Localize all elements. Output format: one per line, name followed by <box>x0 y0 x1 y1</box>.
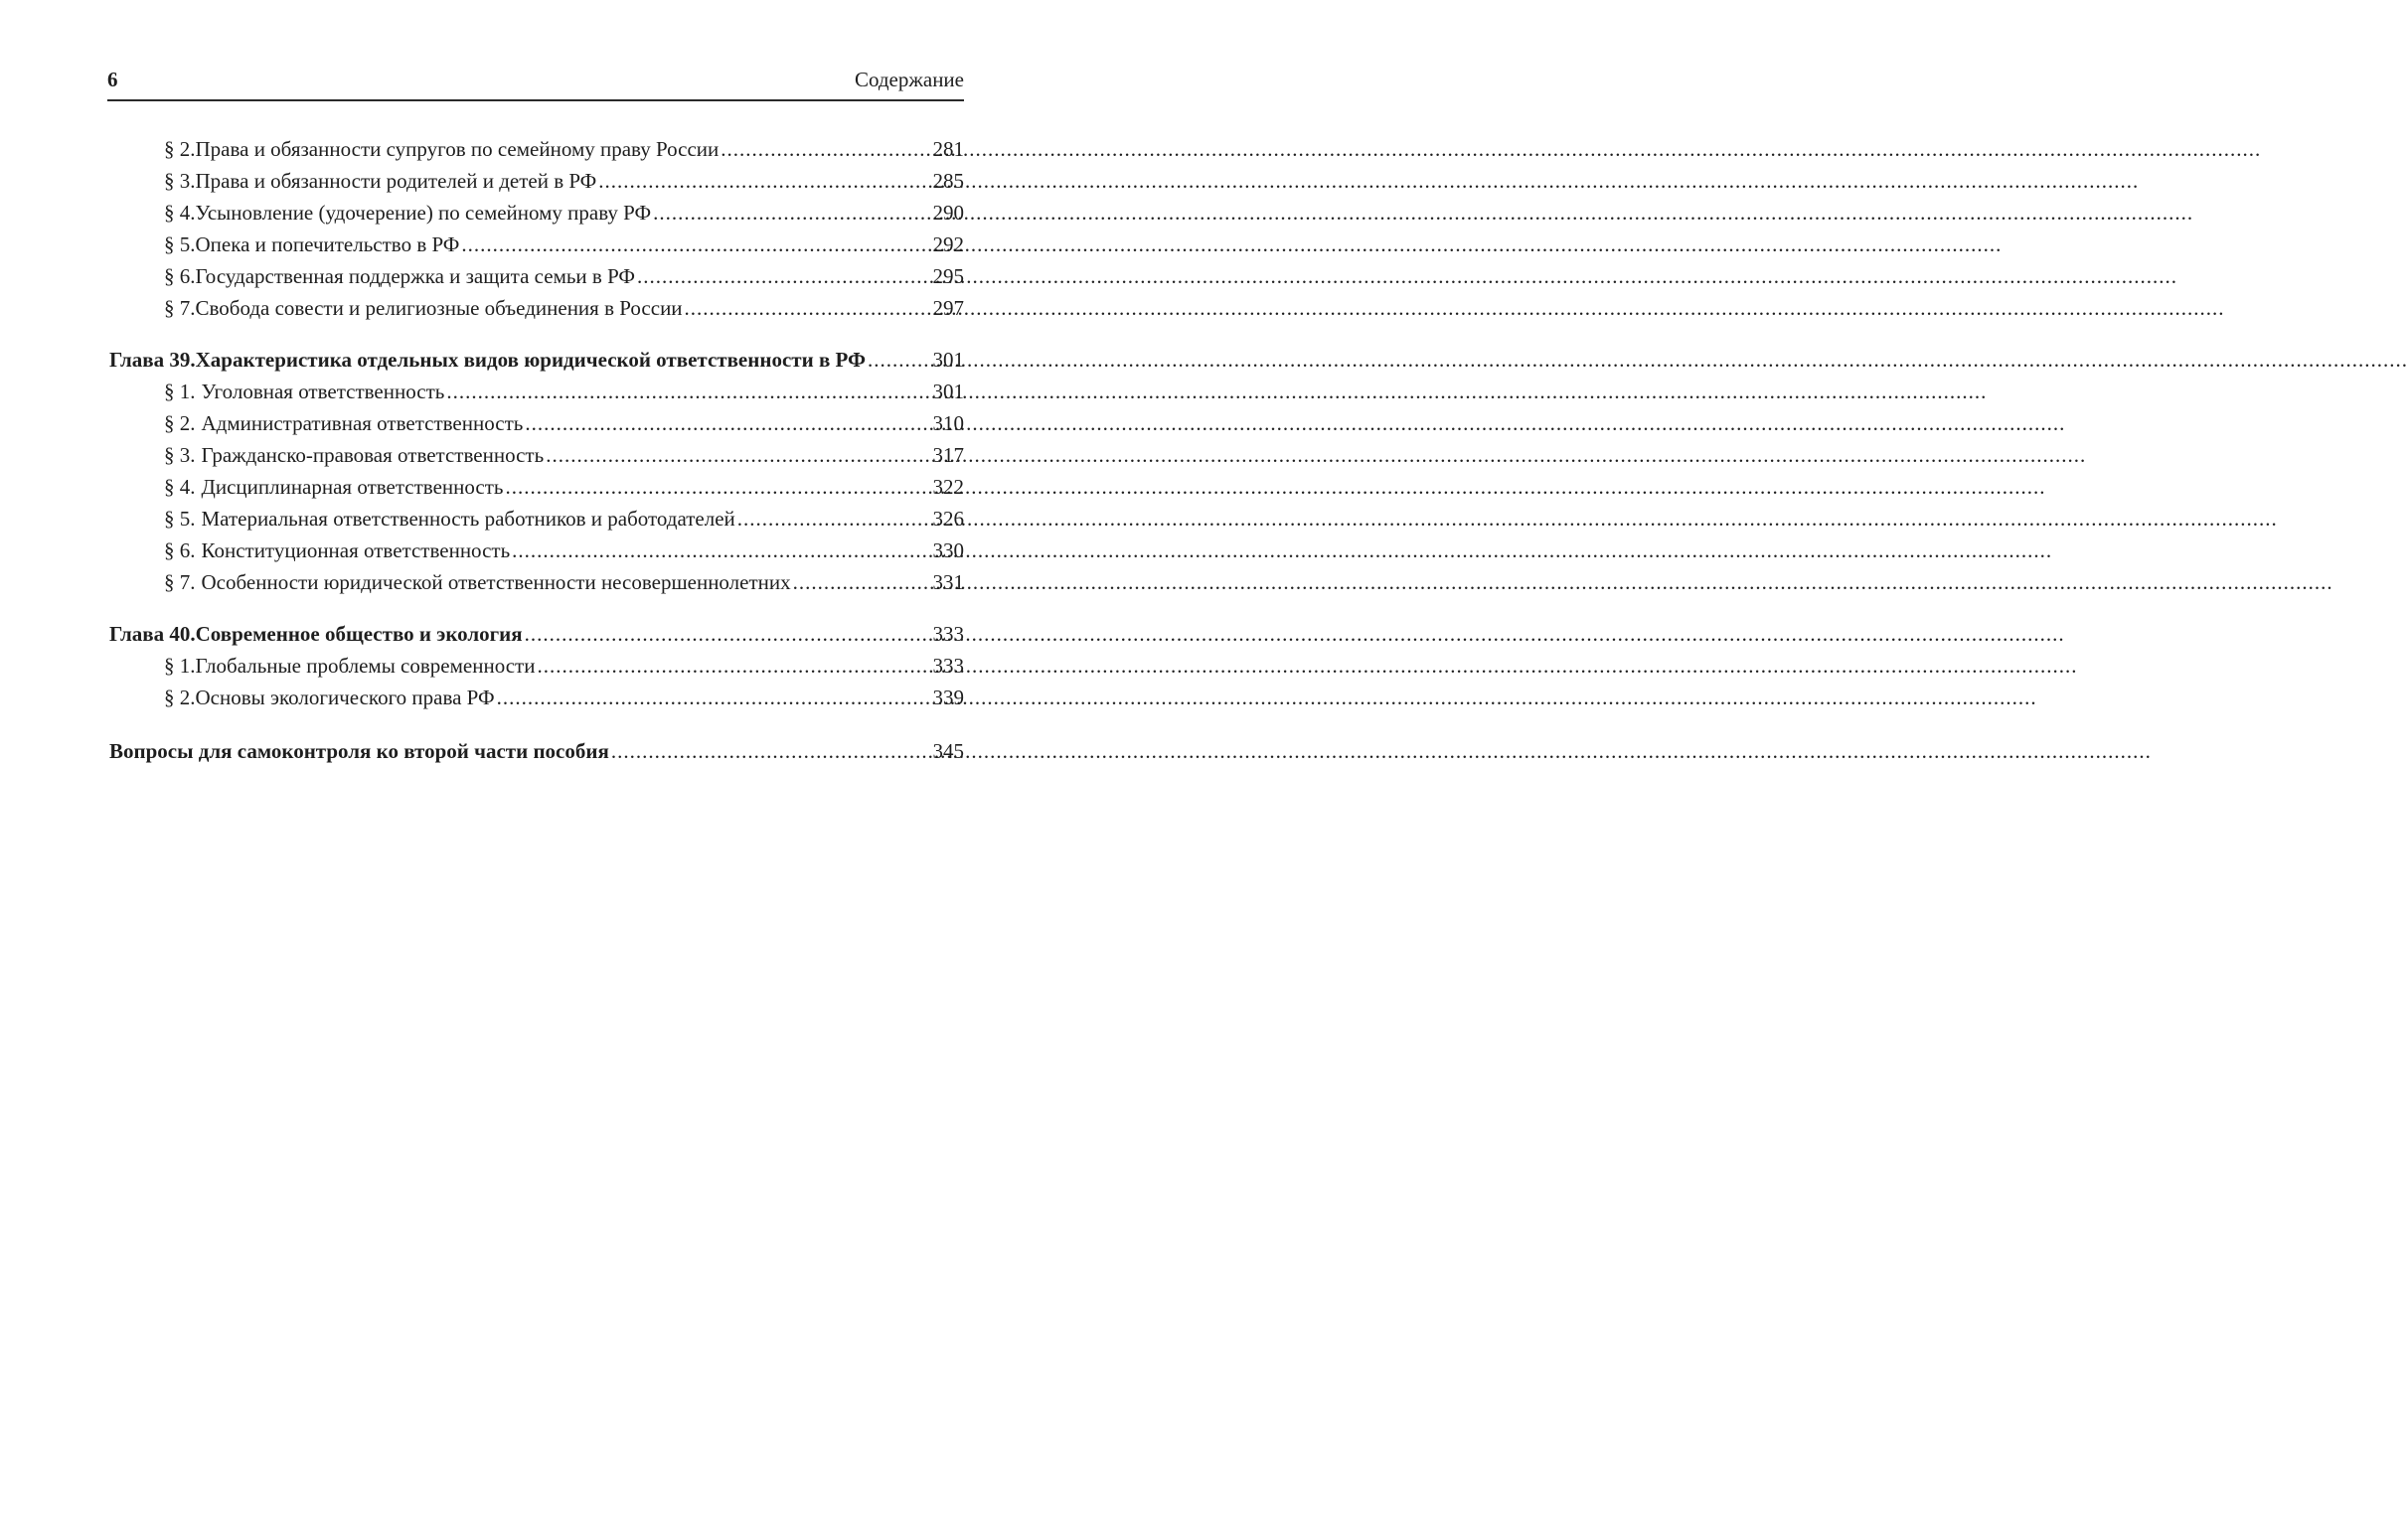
chapter-title: Характеристика отдельных видов юридической ответственности в РФ <box>195 348 867 372</box>
toc-entry <box>109 682 964 713</box>
page-number: 6 <box>107 68 118 91</box>
leader-dots <box>525 407 930 439</box>
toc-entry-title: Опека и попечительство в РФ <box>195 232 460 256</box>
chapter-page: 301 <box>932 348 964 372</box>
toc-entry <box>109 292 964 324</box>
toc-entry-number: § 6. <box>164 264 196 288</box>
toc-entry <box>109 260 964 292</box>
toc-entry-number: § 4. <box>164 201 196 225</box>
toc-entry-title: Административная ответственность <box>201 411 524 435</box>
toc-entry-page: 285 <box>932 169 964 193</box>
chapter-number: Глава 40. <box>109 622 196 646</box>
toc-entry-title: Особенности юридической ответственности несовершеннолетних <box>201 570 791 594</box>
toc-entry-title: Права и обязанности родителей и детей в РФ <box>195 169 597 193</box>
toc-entry <box>109 503 964 535</box>
toc-entry-page: 333 <box>932 654 964 678</box>
leader-dots <box>653 197 930 229</box>
toc-chapter-40 <box>109 618 964 650</box>
table-of-contents <box>109 133 964 767</box>
toc-entry-number: § 5. <box>164 232 196 256</box>
toc-entry <box>109 566 964 598</box>
toc-entry-page: 331 <box>932 570 964 594</box>
toc-entry-page: 292 <box>932 232 964 256</box>
toc-entry-number: § 3. <box>164 443 196 467</box>
toc-entry <box>109 229 964 260</box>
leader-dots <box>611 735 931 767</box>
leader-dots <box>525 618 931 650</box>
toc-entry <box>109 376 964 407</box>
leader-dots <box>721 133 930 165</box>
leader-dots <box>868 344 930 376</box>
chapter-number: Глава 39. <box>109 348 196 372</box>
toc-entry-page: 322 <box>932 475 964 499</box>
leader-dots <box>685 292 931 324</box>
chapter-page: 333 <box>932 622 964 646</box>
running-title: Содержание <box>854 68 964 91</box>
toc-entry-number: § 3. <box>164 169 196 193</box>
spacer <box>109 713 964 735</box>
toc-entry-title: Права и обязанности супругов по семейному праву России <box>195 137 720 161</box>
spacer <box>109 598 964 618</box>
toc-entry <box>109 165 964 197</box>
leader-dots <box>793 566 931 598</box>
toc-entry <box>109 407 964 439</box>
toc-entry <box>109 650 964 682</box>
leader-dots <box>446 376 930 407</box>
questions-page: 345 <box>932 739 964 763</box>
toc-entry-number: § 7. <box>164 296 196 320</box>
toc-entry-page: 281 <box>932 137 964 161</box>
toc-entry <box>109 471 964 503</box>
toc-entry-number: § 5. <box>164 507 196 531</box>
toc-entry-number: § 6. <box>164 538 196 562</box>
toc-entry-title: Уголовная ответственность <box>201 380 445 403</box>
toc-entry-page: 301 <box>932 380 964 403</box>
toc-entry-page: 295 <box>932 264 964 288</box>
toc-entry-page: 339 <box>932 686 964 709</box>
toc-entry-number: § 4. <box>164 475 196 499</box>
toc-chapter-39 <box>109 344 964 376</box>
toc-entry-title: Государственная поддержка и защита семьи в РФ <box>195 264 635 288</box>
toc-entry-number: § 2. <box>164 137 196 161</box>
leader-dots <box>598 165 930 197</box>
chapter-title: Современное общество и экология <box>195 622 523 646</box>
leader-dots <box>537 650 930 682</box>
leader-dots <box>512 535 930 566</box>
toc-entry-page: 310 <box>932 411 964 435</box>
toc-entry-title: Глобальные проблемы современности <box>195 654 536 678</box>
toc-entry <box>109 439 964 471</box>
toc-entry-title: Гражданско-правовая ответственность <box>201 443 545 467</box>
toc-entry-number: § 1. <box>164 380 196 403</box>
toc-entry-page: 326 <box>932 507 964 531</box>
toc-entry-number: § 2. <box>164 686 196 709</box>
toc-entry-number: § 2. <box>164 411 196 435</box>
leader-dots <box>461 229 930 260</box>
running-header <box>107 66 964 101</box>
spacer <box>109 324 964 344</box>
leader-dots <box>637 260 931 292</box>
toc-entry <box>109 197 964 229</box>
toc-entry-page: 330 <box>932 538 964 562</box>
toc-entry-title: Свобода совести и религиозные объединения в России <box>195 296 683 320</box>
toc-questions <box>109 735 964 767</box>
toc-entry-title: Основы экологического права РФ <box>195 686 495 709</box>
toc-entry-title: Конституционная ответственность <box>201 538 511 562</box>
toc-entry <box>109 535 964 566</box>
toc-entry-number: § 7. <box>164 570 196 594</box>
leader-dots <box>505 471 930 503</box>
toc-entry-page: 290 <box>932 201 964 225</box>
document-page <box>0 0 994 1530</box>
toc-entry-number: § 1. <box>164 654 196 678</box>
toc-entry-page: 297 <box>932 296 964 320</box>
leader-dots <box>737 503 931 535</box>
leader-dots <box>497 682 931 713</box>
toc-entry-page: 317 <box>932 443 964 467</box>
toc-entry-title: Материальная ответственность работников и работодателей <box>201 507 735 531</box>
toc-entry-title: Дисциплинарная ответственность <box>201 475 504 499</box>
questions-title: Вопросы для самоконтроля ко второй части пособия <box>109 739 609 763</box>
toc-entry-title: Усыновление (удочерение) по семейному праву РФ <box>195 201 652 225</box>
leader-dots <box>546 439 930 471</box>
toc-entry <box>109 133 964 165</box>
